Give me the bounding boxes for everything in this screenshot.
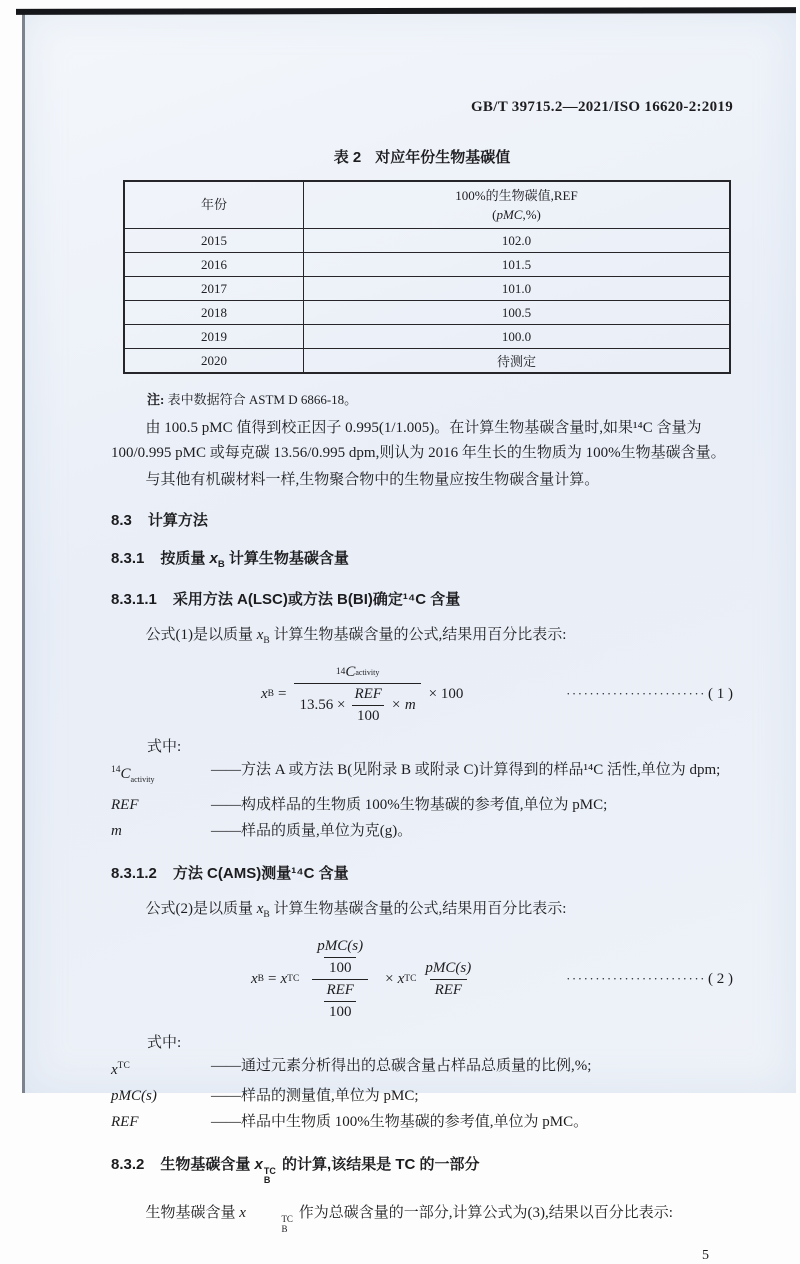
table-note <box>147 390 733 410</box>
column-header-year: 年份 <box>124 181 304 229</box>
definition-m: m ——样品的质量,单位为克(g)。 <box>111 822 413 839</box>
table-row: 2020 待测定 <box>124 349 730 374</box>
fraction: $\frac{\text{REF}}{100}$ <box>349 686 387 725</box>
formula-2-dot-leader: ························ <box>566 971 706 986</box>
formula2-intro: 公式(2)是以质量 $x_B$ 计算生物基碳含量的公式,结果用百分比表示: <box>145 900 567 920</box>
formula-1 <box>111 664 733 725</box>
section-8-3-1-1: 8.3.1.1 采用方法 A(LSC)或方法 B(BI)确定¹⁴C 含量 <box>111 590 461 608</box>
formula-1-number: ( 1 ) <box>708 685 733 702</box>
table-row: 2017 101.0 <box>124 277 730 301</box>
section-8-3-1: 8.3.1 按质量 $x_B$ 计算生物基碳含量 <box>111 549 349 570</box>
page-content <box>111 11 733 1264</box>
table-row: 2015 102.0 <box>124 229 730 253</box>
note-text: 表中数据符合 ASTM D 6866-18。 <box>167 392 358 407</box>
column-header-value-line1: 100%的生物碳值,REF <box>455 187 578 203</box>
fraction: $\frac{\text{pMC(s)}}{100}$ <box>317 937 364 976</box>
formula-2-expression: x B = x TC $\frac{\frac{\text{pMC(s)}}{100}}{\frac{\text{REF}}{100}}$ × x TC $\frac{\text{pMC(s)}}{\text{REF}}$ <box>251 938 480 1021</box>
fraction: $\frac{\text{REF}}{100}$ <box>321 982 359 1021</box>
final-paragraph: 生物基碳含量 x TC B 作为总碳含量的一部分,计算公式为(3),结果以百分比表示: <box>145 1205 673 1234</box>
column-header-value-line2: (pMC,%) <box>492 207 541 222</box>
table-row: 2016 101.5 <box>124 253 730 277</box>
section-8-3-1-2: 8.3.1.2 方法 C(AMS)测量¹⁴C 含量 <box>111 864 349 882</box>
definition-ref: REF ——构成样品的生物质 100%生物基碳的参考值,单位为 pMC; <box>111 796 608 813</box>
table-row: 2019 100.0 <box>124 325 730 349</box>
note-label: 注: <box>147 392 165 407</box>
formula-2-where-label: 式中: <box>147 1034 182 1051</box>
scanned-page <box>22 11 796 1264</box>
formula-1-expression: x B = 14 C activity 13.56 × $\frac{\text{REF}}{100}$ × m × 100 <box>261 663 464 724</box>
table-row: 2018 100.5 <box>124 301 730 325</box>
definition-pmcs: pMC(s) ——样品的测量值,单位为 pMC; <box>111 1087 419 1104</box>
fraction <box>303 938 377 1021</box>
section-8-3: 8.3 计算方法 <box>111 511 208 529</box>
paragraph-correction-factor: 由 100.5 pMC 值得到校正因子 0.995(1/1.005)。在计算生物基碳含量时,如果¹⁴C 含量为 100/0.995 pMC 或每克碳 13.56/0.995 dpm,则认为 2016 年生长的生物质为 100%生物基碳含量。 <box>111 419 726 461</box>
definition-ref-2: REF ——样品中生物质 100%生物基碳的参考值,单位为 pMC。 <box>111 1113 589 1130</box>
biobased-carbon-table <box>123 180 731 374</box>
formula-2-number: ( 2 ) <box>708 970 733 987</box>
standard-code-header: GB/T 39715.2—2021/ISO 16620-2:2019 <box>470 99 733 115</box>
page-number: 5 <box>702 1248 709 1264</box>
definition-xtc: $x^{TC}$ ——通过元素分析得出的总碳含量占样品总质量的比例,%; <box>111 1057 592 1078</box>
definition-c-activity: $^{14}C_{activity}$ ——方法 A 或方法 B(见附录 B 或附录 C)计算得到的样品¹⁴C 活性,单位为 dpm; <box>111 761 721 784</box>
paragraph-biopolymer: 与其他有机碳材料一样,生物聚合物中的生物量应按生物碳含量计算。 <box>145 471 600 488</box>
fraction: 14 C activity 13.56 × $\frac{\text{REF}}{100}$ × m <box>294 664 420 725</box>
table-caption <box>111 146 733 167</box>
formula-1-where-label: 式中: <box>147 738 182 755</box>
formula-1-dot-leader: ························ <box>566 686 706 701</box>
fraction: $\frac{\text{pMC(s)}}{\text{REF}}$ <box>425 959 472 998</box>
table-caption-label: 表 2 <box>333 149 362 166</box>
table-header-row <box>124 181 730 229</box>
column-header-value <box>304 181 731 229</box>
section-8-3-2: 8.3.2 生物基碳含量 x TC B 的计算,该结果是 TC 的一部分 <box>111 1155 480 1185</box>
formula1-intro: 公式(1)是以质量 $x_B$ 计算生物基碳含量的公式,结果用百分比表示: <box>145 626 567 646</box>
formula-2 <box>111 938 733 1021</box>
table-caption-title: 对应年份生物基碳值 <box>375 149 511 166</box>
